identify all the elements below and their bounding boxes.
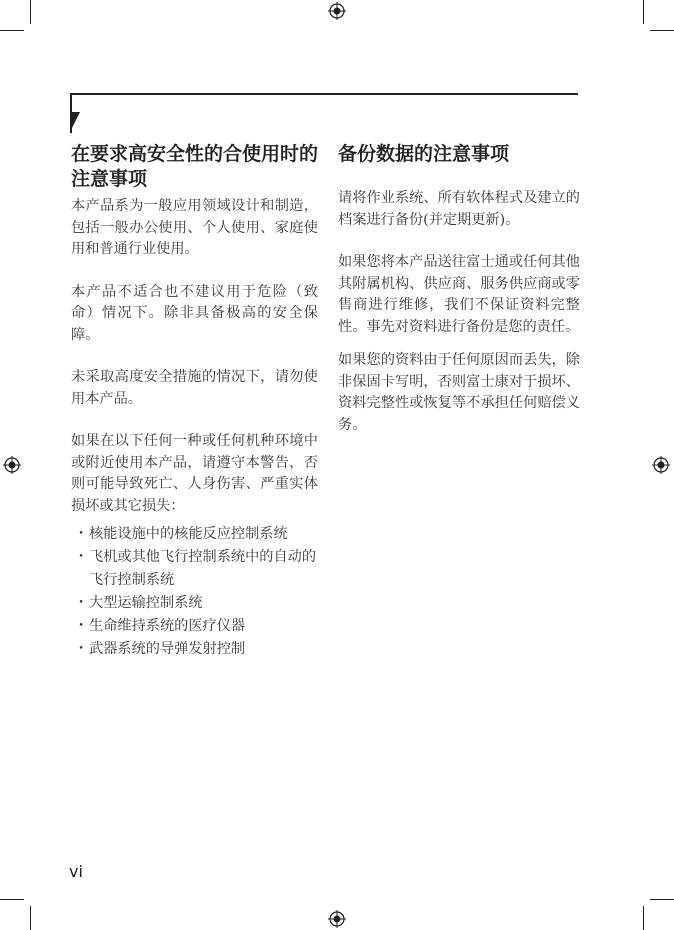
list-item: ・ 生命维持系统的医疗仪器 bbox=[71, 615, 318, 638]
bullet-icon: ・ bbox=[74, 549, 89, 565]
page-number: vi bbox=[69, 862, 83, 881]
crop-mark-icon bbox=[643, 906, 644, 930]
registration-mark-icon bbox=[328, 2, 346, 20]
header-wedge-icon bbox=[70, 112, 80, 132]
section-title-safety: 在要求高安全性的合使用时的注意事项 bbox=[71, 143, 319, 190]
bullet-icon: ・ bbox=[74, 618, 89, 634]
right-column bbox=[338, 142, 580, 436]
bullet-icon: ・ bbox=[74, 641, 89, 657]
bullet-icon: ・ bbox=[74, 595, 89, 611]
bullet-list bbox=[71, 523, 318, 661]
registration-mark-icon bbox=[652, 456, 670, 474]
section-title-backup: 备份数据的注意事项 bbox=[338, 143, 510, 165]
header-rule bbox=[70, 93, 578, 95]
crop-mark-icon bbox=[643, 0, 644, 24]
bullet-icon: ・ bbox=[74, 526, 89, 542]
paragraph: 如果您的资料由于任何原因而丢失，除非保固卡写明，否则富士康对于损坏、资料完整性或恢复等不承担任何赔偿义务。 bbox=[338, 352, 580, 433]
list-item: ・ 核能设施中的核能反应控制系统 bbox=[71, 523, 318, 546]
paragraph: 本产品系为一般应用领域设计和制造，包括一般办公使用、个人使用、家庭使用和普通行业使用。 bbox=[71, 198, 318, 257]
crop-mark-icon bbox=[0, 899, 24, 900]
left-column bbox=[71, 142, 318, 661]
list-item: ・ 飞机或其他飞行控制系统中的自动的飞行控制系统 bbox=[71, 546, 318, 592]
crop-mark-icon bbox=[650, 30, 674, 31]
paragraph: 请将作业系统、所有软体程式及建立的档案进行备份(并定期更新)。 bbox=[338, 190, 580, 228]
registration-mark-icon bbox=[328, 910, 346, 928]
registration-mark-icon bbox=[3, 456, 21, 474]
crop-mark-icon bbox=[650, 899, 674, 900]
list-item: ・ 武器系统的导弹发射控制 bbox=[71, 638, 318, 661]
crop-mark-icon bbox=[30, 0, 31, 24]
paragraph: 本产品不适合也不建议用于危险（致命）情况下。除非具备极高的安全保障。 bbox=[71, 283, 318, 343]
crop-mark-icon bbox=[0, 30, 24, 31]
list-item: ・ 大型运输控制系统 bbox=[71, 592, 318, 615]
paragraph: 如果您将本产品送往富士通或任何其他其附属机构、供应商、服务供应商或零售商进行维修，我们不保证资料完整性。事先对资料进行备份是您的责任。 bbox=[338, 254, 580, 335]
paragraph: 如果在以下任何一种或任何机种环境中或附近使用本产品，请遵守本警告，否则可能导致死亡、人身伤害、严重实体损坏或其它损失： bbox=[71, 433, 318, 514]
paragraph: 未采取高度安全措施的情况下，请勿使用本产品。 bbox=[71, 369, 318, 407]
crop-mark-icon bbox=[30, 906, 31, 930]
